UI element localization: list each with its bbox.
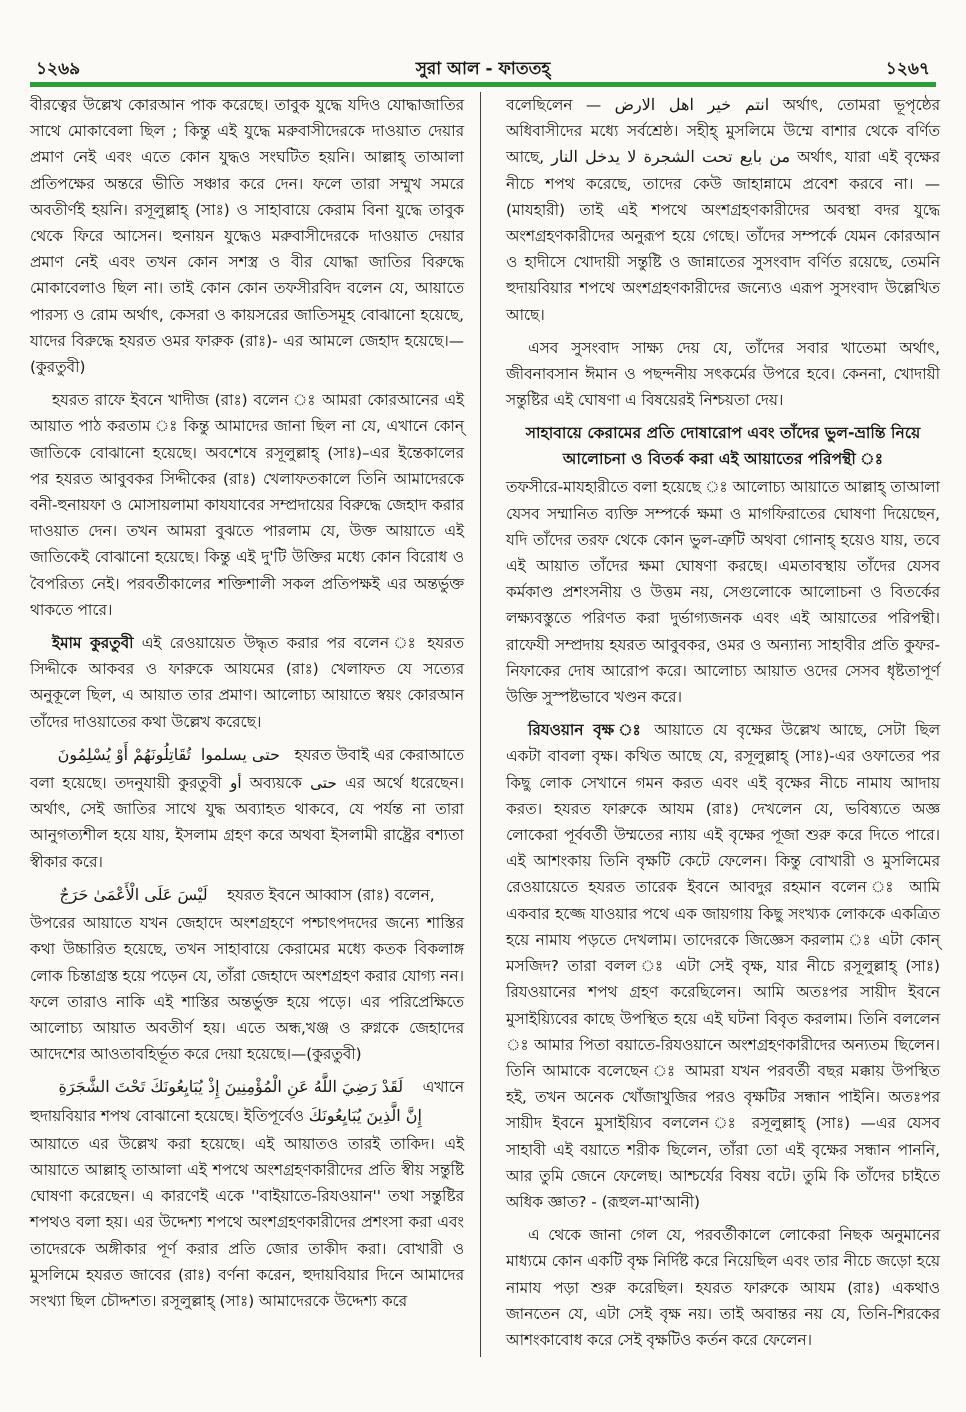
arabic-verse: لَيْسَ عَلَى الْأَعْمَىٰ حَرَجٌ: [59, 884, 208, 904]
paragraph: বীরত্বের উল্লেখ কোরআন পাক করেছে। তাবুক যুদ্ধে যদিও যোদ্ধাজাতির সাথে মোকাবেলা ছিল ; কিন্তু এই যুদ্ধে মরুবাসীদেরকে দাওয়াত দেয়ার প্রমাণ নেই এবং এতে কোন যুদ্ধও সংঘটিত হয়নি। আল্লাহ্ তাআলা প্রতিপক্ষের অন্তরে ভীতি সঞ্চার করে দেন। ফলে তারা সম্মুখ সমরে অবতীর্ণই হয়নি। রসূলুল্লাহ্ (সাঃ) ও সাহাবায়ে কেরাম বিনা যুদ্ধে তাবুক থেকে ফিরে আসেন। হুনায়ন যুদ্ধেও মরুবাসীদেরকে দাওয়াত দেয়ার প্রমাণ নেই এবং তখন কোন সশস্ত্র ও বীর যোদ্ধা জাতির বিরুদ্ধে মোকাবেলাও ছিল না। তাই কোন কোন তফসীরবিদ বলেন যে, আয়াতে পারস্য ও রোম অর্থাৎ, কেসরা ও কায়সরের জাতিসমূহ বোঝানো হয়েছে, যাদের বিরুদ্ধে হযরত ওমর ফারুক (রাঃ)- এর আমলে জেহাদ হয়েছে।— (কুরতুবী): [30, 96, 464, 377]
paragraph: তফসীরে-মাযহারীতে বলা হয়েছে ঃ আলোচ্য আয়াতে আল্লাহ্ তাআলা যেসব সম্মানিত ব্যক্তি সম্পর্কে ক্ষমা ও মাগফিরাতের ঘোষণা দিয়েছেন, যদি তাঁদের তরফ থেকে কোন ভুল-ত্রুটি অথবা গোনাহ্ হয়েও যায়, তবে এই আয়াত তাঁদের ক্ষমা ঘোষণা করছে। এমতাবস্থায় তাঁদের যেসব কর্মকাণ্ড প্রশংসনীয় ও উত্তম নয়, সেগুলোকে আলোচনা ও বিতর্কের লক্ষ্যবস্তুতে পরিণত করা দুর্ভাগ্যজনক এবং এই আয়াতের পরিপন্থী। রাফেযী সম্প্রদায় হযরত আবুবকর, ওমর ও অন্যান্য সাহাবীর প্রতি কুফর-নিফাকের দোষ আরোপ করে। আলোচ্য আয়াত ওদের সেসব ধৃষ্টতাপূর্ণ উক্তি সুস্পষ্টভাবে খণ্ডন করে।: [506, 478, 940, 707]
paragraph: [506, 717, 940, 1215]
paragraph: হযরত রাফে ইবনে খাদীজ (রাঃ) বলেন ঃ আমরা কোরআনের এই আয়াত পাঠ করতাম ঃ কিন্তু আমাদের জানা ছিল না যে, এখানে কোন্ জাতিকে বোঝানো হয়েছে। অবশেষে রসূলুল্লাহ্ (সাঃ)–এর ইন্তেকালের পর হযরত আবুবকর সিদ্দীকের (রাঃ) খেলাফতকালে তিনি আমাদেরকে বনী-হুনায়ফা ও মোসায়লামা কাযযাবের সম্প্রদায়ের বিরুদ্ধে জেহাদ করার দাওয়াত দেন। তখন আমরা বুঝতে পারলাম যে, উক্ত আয়াতে এই জাতিকেই বোঝানো হয়েছে। কিন্তু এই দু'টি উক্তির মধ্যে কোন বিরোধ ও বৈপরিত্য নেই। পরবর্তীকালের শক্তিশালী সকল প্রতিপক্ষই এর অন্তর্ভুক্ত থাকতে পারে।: [30, 391, 464, 619]
arabic-verse: من بايع تحت الشجرة لا يدخل النار: [551, 147, 791, 167]
paragraph-text: আয়াতে যে বৃক্ষের উল্লেখ আছে, সেটা ছিল একটা বাবলা বৃক্ষ। কথিত আছে যে, রসূলুল্লাহ্ (সাঃ)-এর ওফাতের পর কিছু লোক সেখানে গমন করত এবং এই বৃক্ষের নীচে নামায আদায় করত। হযরত ফারুকে আযম (রাঃ) দেখলেন যে, ভবিষ্যতে অজ্ঞ লোকেরা পূর্ববর্তী উম্মতের ন্যায় এই বৃক্ষের পূজা শুরু করে দিতে পারে। এই আশংকায় তিনি বৃক্ষটি কেটে ফেলেন। কিন্তু বোখারী ও মুসলিমের রেওয়ায়েতে হযরত তারেক ইবনে আবদুর রহমান বলেন ঃ আমি একবার হজ্জে যাওয়ার পথে এক জায়গায় কিছু সংখ্যক লোককে একত্রিত হয়ে নামায পড়তে দেখলাম। তাদেরকে জিজ্ঞেস করলাম ঃ এটা কোন্ মসজিদ? তারা বলল ঃ এটা সেই বৃক্ষ, যার নীচে রসূলুল্লাহ্ (সাঃ) রিযওয়ানের শপথ গ্রহণ করেছিলেন। আমি অতঃপর সায়ীদ ইবনে মুসাইয়্যিবের কাছে উপস্থিত হয়ে এই ঘটনা বিবৃত করলাম। তিনি বললেন ঃ আমার পিতা বয়াতে-রিযওয়ানে অংশগ্রহণকারীদের অন্যতম ছিলেন। তিনি আমাকে বলেছেন ঃ আমরা যখন পরবর্তী বছর মক্কায় উপস্থিত হই, তখন অনেক খোঁজাখুজির পরও বৃক্ষটির সন্ধান পাইনি। অতঃপর সায়ীদ ইবনে মুসাইয়্যিব বললেন ঃ রসূলুল্লাহ্ (সাঃ) —এর যেসব সাহাবী এই বয়াতে শরীক ছিলেন, তাঁরা তো এই বৃক্ষের সন্ধান পাননি, আর তুমি জেনে ফেলেছ। আশ্চর্যের বিষয় বটে। তুমি কি তাঁদের চাইতে অধিক জ্ঞাত? - (রূহুল-মা'আনী): [506, 721, 940, 1211]
arabic-verse: انتم خير اهل الارض: [614, 95, 770, 114]
right-column: [506, 92, 940, 1360]
paragraph-text: অর্থাৎ, যারা এই বৃক্ষের নীচে শপথ করেছে, তাদের কেউ জাহান্নামে প্রবেশ করবে না। — (মাযহারী) তাই এই শপথে অংশগ্রহণকারীদের অবস্থা বদর যুদ্ধে অংশগ্রহণকারীদের অনুরূপ হয়ে গেছে। তাঁদের সম্পর্কে যেমন কোরআন ও হাদীসে খোদায়ী সন্তুষ্টি ও জান্নাতের সুসংবাদ বর্ণিত রয়েছে, তেমনি হুদায়বিয়ার শপথে অংশগ্রহণকারীদের জন্যেও এরূপ সুসংবাদ উল্লেখিত আছে।: [506, 148, 940, 324]
arabic-verse: حتى يسلموا: [200, 744, 280, 764]
paragraph-lead: রিযওয়ান বৃক্ষ ঃ: [528, 721, 646, 740]
verse-reference-line: [30, 742, 464, 768]
arabic-verse: تُقَاتِلُونَهُمْ أَوْ يُسْلِمُونَ: [57, 744, 192, 764]
verse-reference-line: [30, 882, 464, 908]
header-rule: [30, 82, 936, 87]
paragraph: এসব সুসংবাদ সাক্ষ্য দেয় যে, তাঁদের সবার খাতেমা অর্থাৎ, জীবনাবসান ঈমান ও পছন্দনীয় সৎকর্মের উপরে হবে। কেননা, খোদায়ী সন্তুষ্টির এই ঘোষণা এ বিষয়েরই নিশ্চয়তা দেয়।: [506, 338, 940, 410]
page-number-left: ১২৬৯: [36, 59, 81, 79]
arabic-verse: إِنَّ الَّذِينَ يُبَايِعُونَكَ: [308, 1105, 422, 1125]
paragraph-text: হযরত উবাই এর কেরাআতে: [294, 745, 464, 764]
paragraph-text: অর্থাৎ, তোমরা ভূপৃষ্ঠের অধিবাসীদের মধ্যে সর্বশ্রেষ্ঠ। সহীহ্ মুসলিমে উম্মে বাশার থেকে বর্ণিত আছে,: [506, 96, 940, 167]
paragraph: এ থেকে জানা গেল যে, পরবর্তীকালে লোকেরা নিছক অনুমানের মাধ্যমে কোন একটি বৃক্ষ নির্দিষ্ট করে নিয়েছিল এবং তার নীচে জড়ো হয়ে নামায পড়া শুরু করেছিল। হযরত ফারুকে আযম (রাঃ) একথাও জানতেন যে, এটা সেই বৃক্ষ নয়। তাই অবান্তর নয় যে, তিনি-শিরকের আশংকাবোধ করে সেই বৃক্ষটিও কর্তন করে ফেলেন।: [506, 1226, 940, 1349]
page-header: [30, 56, 936, 80]
arabic-verse: لَقَدْ رَضِيَ اللَّهُ عَنِ الْمُؤْمِنِينَ إِذْ يُبَايِعُونَكَ تَحْتَ الشَّجَرَةِ: [58, 1077, 404, 1097]
surah-title: সুরা আল - ফাততহ্: [415, 59, 551, 79]
paragraph-text: এখানে: [422, 1078, 464, 1097]
column-divider: [480, 92, 481, 1357]
section-heading: সাহাবায়ে কেরামের প্রতি দোষারোপ এবং তাঁদের ভুল-ভ্রান্তি নিয়ে আলোচনা ও বিতর্ক করা এই আয়াতের পরিপন্থী ঃ: [525, 424, 921, 469]
paragraph-text: হুদায়বিয়ার শপথ বোঝানো হয়েছে। ইতিপূর্বেও: [30, 1106, 304, 1125]
verse-reference-line: [30, 1103, 464, 1129]
paragraph: বলা হয়েছে। তদনুযায়ী কুরতুবী أو অব্যয়কে حتى এর অর্থে ধরেছেন। অর্থাৎ, সেই জাতির সাথে যুদ্ধ অব্যাহত থাকবে, যে পর্যন্ত না তারা আনুগত্যশীল হয়ে যায়, ইসলাম গ্রহণ করে অথবা ইসলামী রাষ্ট্রের বশ্যতা স্বীকার করে।: [30, 774, 464, 871]
paragraph-lead: ইমাম কুরতুবী: [52, 634, 134, 653]
left-column: [30, 92, 464, 1321]
verse-reference-line: [30, 1074, 464, 1100]
page-number-right: ১২৬৭: [885, 59, 930, 79]
paragraph-text: এই রেওয়ায়েত উদ্ধৃত করার পর বলেন ঃ হযরত সিদ্দীকে আকবর ও ফারুকে আযমের (রাঃ) খেলাফত যে সত্যের অনুকূলে ছিল, এ আয়াত তার প্রমাণ। আলোচ্য আয়াতে স্বয়ং কোরআন তাঁদের দাওয়াতের কথা উল্লেখ করেছে।: [30, 634, 464, 731]
paragraph: [506, 92, 940, 328]
paragraph: উপরের আয়াতে যখন জেহাদে অংশগ্রহণে পশ্চাৎপদদের জন্যে শাস্তির কথা উচ্চারিত হয়েছে, তখন সাহাবায়ে কেরামের মধ্যে কতক বিকলাঙ্গ লোক চিন্তাগ্রস্ত হয়ে পড়েন যে, তাঁরা জেহাদে অংশগ্রহণ করার যোগ্য নন। ফলে তারাও নাকি এই শাস্তির অন্তর্ভুক্ত হয়ে পড়ে। এর পরিপ্রেক্ষিতে আলোচ্য আয়াত অবতীর্ণ হয়। এতে অন্ধ,খঞ্জ ও রুগ্নকে জেহাদের আদেশের আওতাবহির্ভূত করে দেয়া হয়েছে।—(কুরতুবী): [30, 914, 464, 1064]
paragraph-text: হযরত ইবনে আব্বাস (রাঃ) বলেন,: [227, 885, 435, 904]
paragraph-text: বলেছিলেন —: [506, 96, 602, 114]
paragraph: [30, 630, 464, 735]
paragraph: আয়াতে এর উল্লেখ করা হয়েছে। এই আয়াতও তারই তাকিদ। এই আয়াতে আল্লাহ্ তাআলা এই শপথে অংশগ্রহণকারীদের প্রতি স্বীয় সন্তুষ্টি ঘোষণা করেছেন। এ কারণেই একে ''বাইয়াতে-রিযওয়ান'' তথা সন্তুষ্টির শপথও বলা হয়। এর উদ্দেশ্য শপথে অংশগ্রহণকারীদের প্রশংসা করা এবং তাদেরকে অঙ্গীকার পূর্ণ করার প্রতি জোর তাকীদ করা। বোখারী ও মুসলিমে হযরত জাবের (রাঃ) বর্ণনা করেন, হুদায়বিয়ার দিনে আমাদের সংখ্যা ছিল চৌদ্দশত। রসূলুল্লাহ্ (সাঃ) আমাদেরকে উদ্দেশ্য করে: [30, 1134, 464, 1310]
